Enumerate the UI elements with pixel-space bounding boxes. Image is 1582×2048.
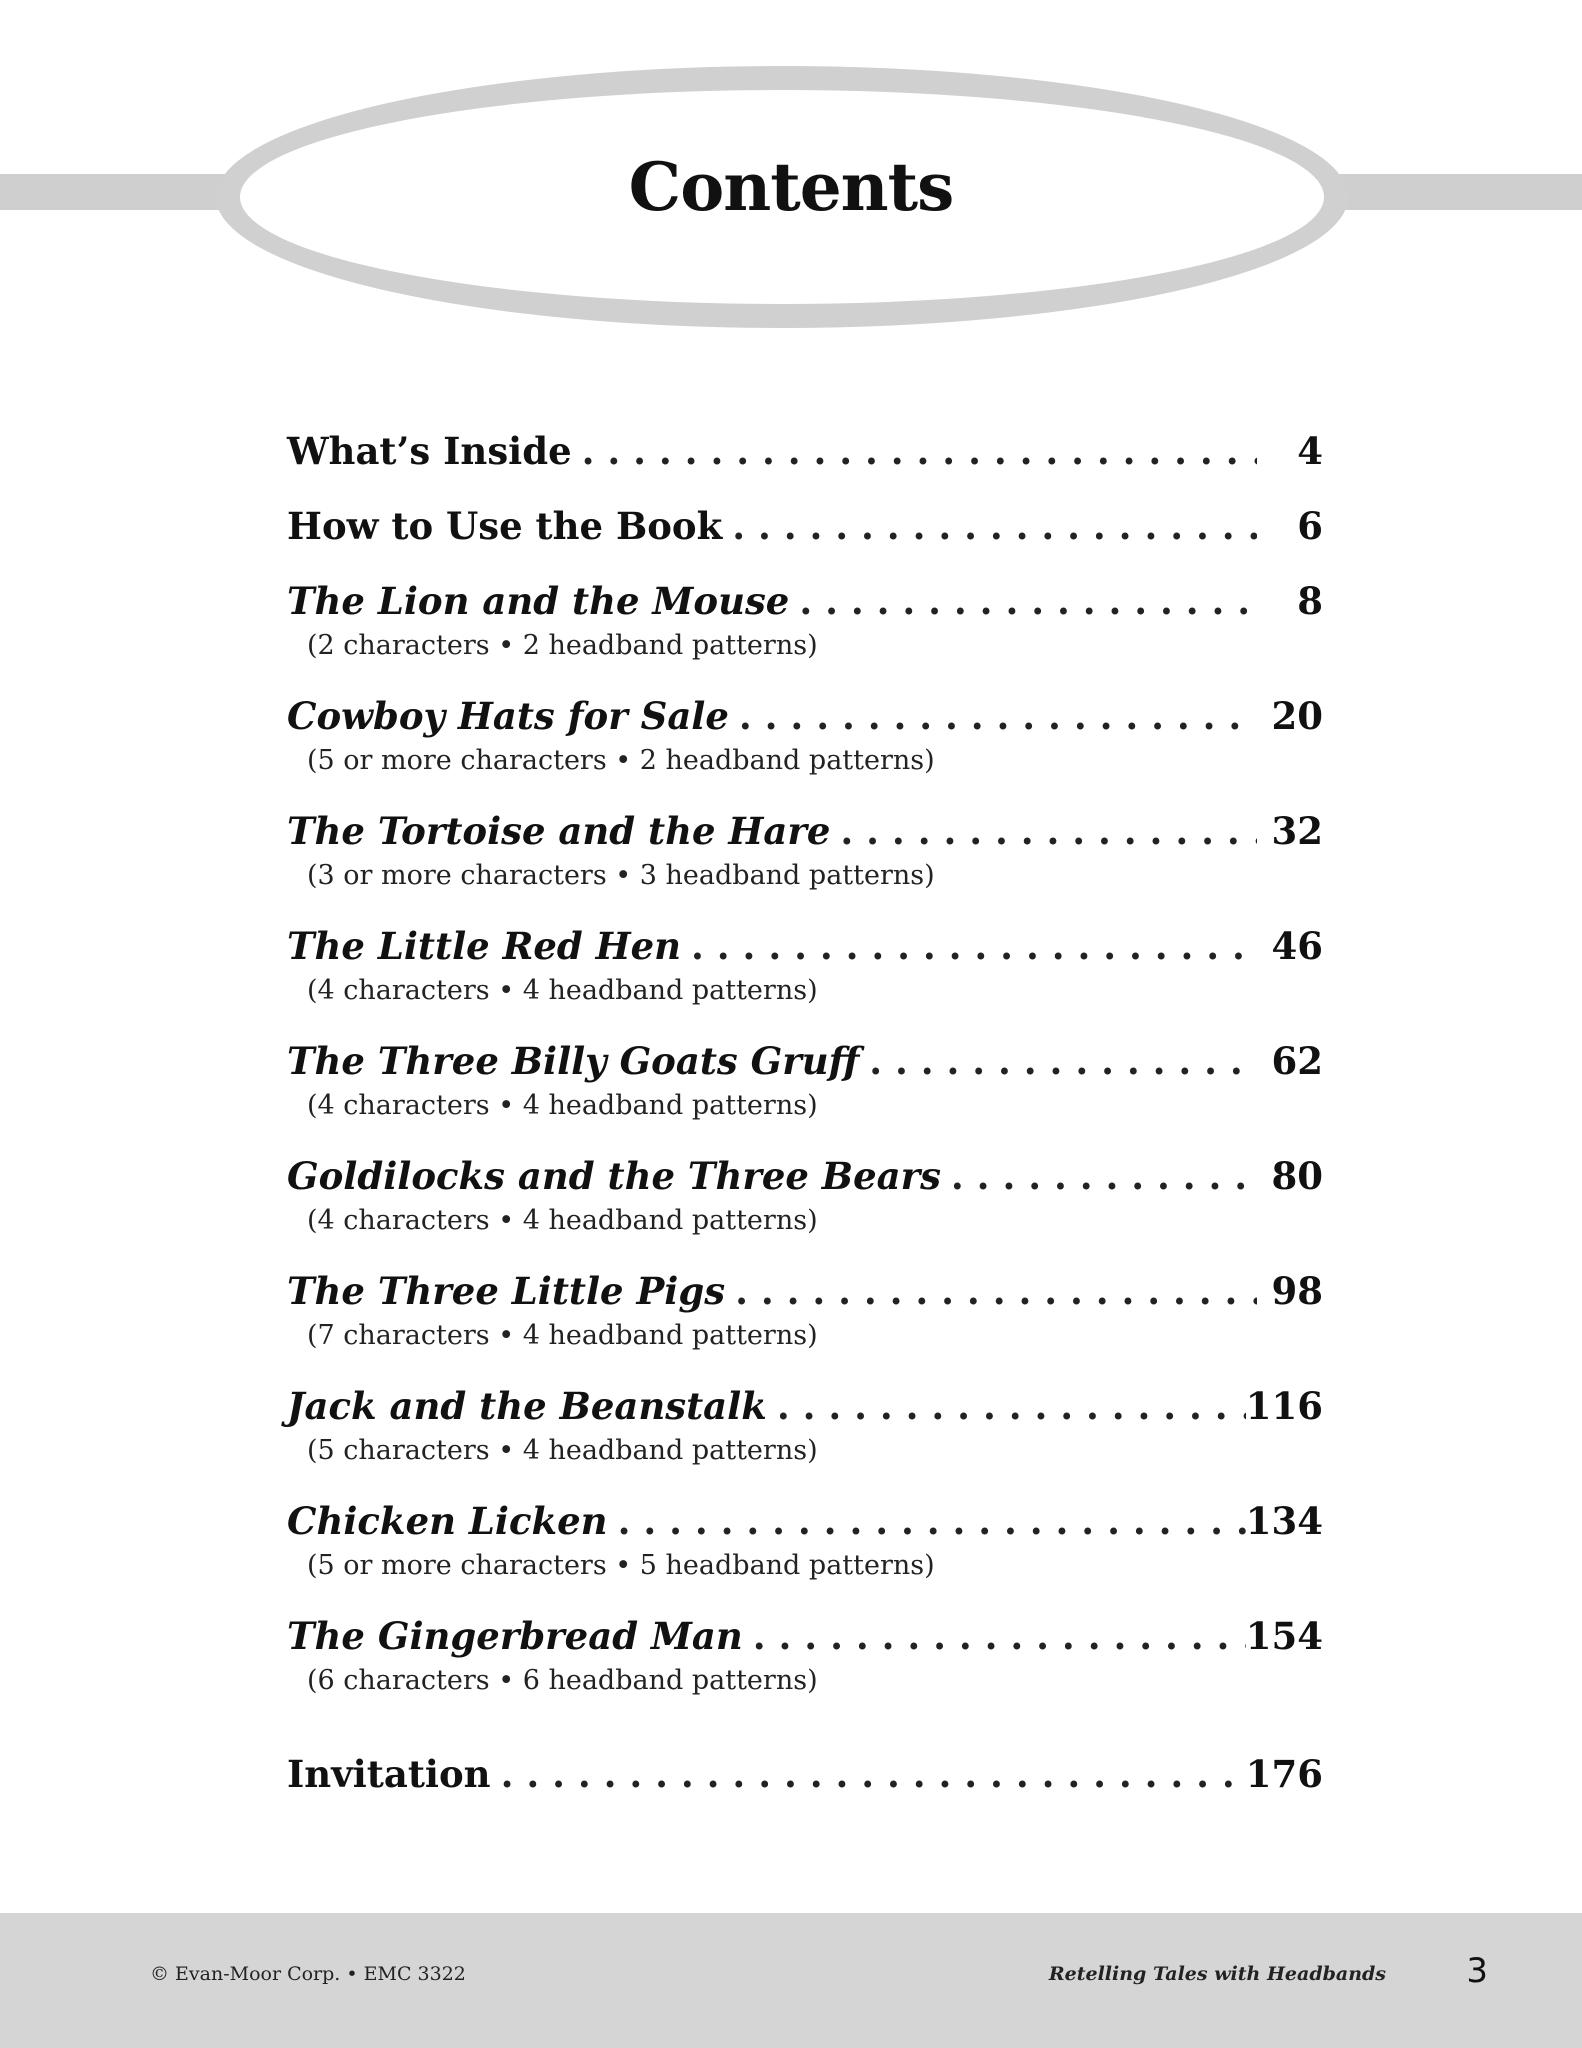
toc-entry-page: 8 bbox=[1297, 579, 1323, 623]
dot-leader bbox=[743, 1618, 1246, 1661]
toc-entry-title: The Three Billy Goats Gruff bbox=[287, 1039, 860, 1083]
toc-entry-title: Invitation bbox=[287, 1752, 491, 1796]
toc-entry-title: The Little Red Hen bbox=[287, 924, 682, 968]
toc-entry-invitation[interactable] bbox=[287, 1741, 1323, 1799]
toc-entry-title: The Three Little Pigs bbox=[287, 1269, 726, 1313]
page-title: Contents bbox=[628, 148, 954, 226]
footer-page-number: 3 bbox=[1466, 1951, 1488, 1991]
toc-entry-three-little-pigs[interactable] bbox=[287, 1258, 1323, 1356]
toc-entry-subtitle: (4 characters • 4 headband patterns) bbox=[307, 1205, 818, 1236]
dot-leader bbox=[941, 1158, 1257, 1201]
toc-entry-title: Jack and the Beanstalk bbox=[287, 1384, 767, 1428]
toc-entry-page: 176 bbox=[1245, 1752, 1323, 1796]
toc-entry-page: 46 bbox=[1271, 924, 1323, 968]
dot-leader bbox=[491, 1756, 1246, 1799]
toc-entry-page: 32 bbox=[1271, 809, 1323, 853]
toc-entry-subtitle: (4 characters • 4 headband patterns) bbox=[307, 1090, 818, 1121]
dot-leader bbox=[789, 583, 1257, 626]
dot-leader bbox=[722, 508, 1257, 551]
toc-entry-how-to-use[interactable] bbox=[287, 493, 1323, 551]
toc-entry-subtitle: (5 or more characters • 5 headband patterns) bbox=[307, 1550, 935, 1581]
toc-entry-chicken-licken[interactable] bbox=[287, 1488, 1323, 1586]
footer-copyright: © Evan-Moor Corp. • EMC 3322 bbox=[150, 1963, 466, 1985]
toc-entry-title: Chicken Licken bbox=[287, 1499, 608, 1543]
toc-entry-billy-goats-gruff[interactable] bbox=[287, 1028, 1323, 1126]
toc-entry-jack-and-beanstalk[interactable] bbox=[287, 1373, 1323, 1471]
dot-leader bbox=[681, 928, 1257, 971]
toc-entry-title: The Tortoise and the Hare bbox=[287, 809, 831, 853]
table-of-contents bbox=[287, 418, 1323, 1799]
toc-entry-page: 80 bbox=[1271, 1154, 1323, 1198]
dot-leader bbox=[729, 698, 1257, 741]
dot-leader bbox=[572, 433, 1257, 476]
toc-entry-page: 98 bbox=[1271, 1269, 1323, 1313]
dot-leader bbox=[725, 1273, 1257, 1316]
toc-entry-lion-and-mouse[interactable] bbox=[287, 568, 1323, 666]
toc-entry-title: Cowboy Hats for Sale bbox=[287, 694, 729, 738]
toc-entry-page: 20 bbox=[1271, 694, 1323, 738]
toc-entry-page: 134 bbox=[1245, 1499, 1323, 1543]
toc-entry-page: 62 bbox=[1271, 1039, 1323, 1083]
toc-entry-page: 6 bbox=[1297, 504, 1323, 548]
page-footer bbox=[0, 1913, 1582, 2048]
toc-entry-subtitle: (5 characters • 4 headband patterns) bbox=[307, 1435, 818, 1466]
toc-entry-title: The Lion and the Mouse bbox=[287, 579, 790, 623]
toc-entry-subtitle: (7 characters • 4 headband patterns) bbox=[307, 1320, 818, 1351]
toc-entry-gingerbread-man[interactable] bbox=[287, 1603, 1323, 1701]
toc-entry-page: 116 bbox=[1245, 1384, 1323, 1428]
toc-entry-subtitle: (5 or more characters • 2 headband patterns) bbox=[307, 745, 935, 776]
toc-entry-subtitle: (6 characters • 6 headband patterns) bbox=[307, 1665, 818, 1696]
toc-entry-subtitle: (4 characters • 4 headband patterns) bbox=[307, 975, 818, 1006]
dot-leader bbox=[859, 1043, 1257, 1086]
dot-leader bbox=[830, 813, 1257, 856]
toc-entry-whats-inside[interactable] bbox=[287, 418, 1323, 476]
toc-entry-title: The Gingerbread Man bbox=[287, 1614, 743, 1658]
toc-entry-tortoise-and-hare[interactable] bbox=[287, 798, 1323, 896]
toc-entry-page: 4 bbox=[1297, 429, 1323, 473]
footer-book-title: Retelling Tales with Headbands bbox=[1048, 1963, 1386, 1985]
toc-entry-little-red-hen[interactable] bbox=[287, 913, 1323, 1011]
toc-entry-subtitle: (3 or more characters • 3 headband patterns) bbox=[307, 860, 935, 891]
toc-entry-title: How to Use the Book bbox=[287, 504, 723, 548]
toc-entry-goldilocks[interactable] bbox=[287, 1143, 1323, 1241]
toc-entry-cowboy-hats[interactable] bbox=[287, 683, 1323, 781]
toc-entry-page: 154 bbox=[1245, 1614, 1323, 1658]
dot-leader bbox=[608, 1503, 1246, 1546]
dot-leader bbox=[767, 1388, 1246, 1431]
toc-entry-subtitle: (2 characters • 2 headband patterns) bbox=[307, 630, 818, 661]
toc-entry-title: Goldilocks and the Three Bears bbox=[287, 1154, 941, 1198]
toc-entry-title: What’s Inside bbox=[287, 429, 572, 473]
